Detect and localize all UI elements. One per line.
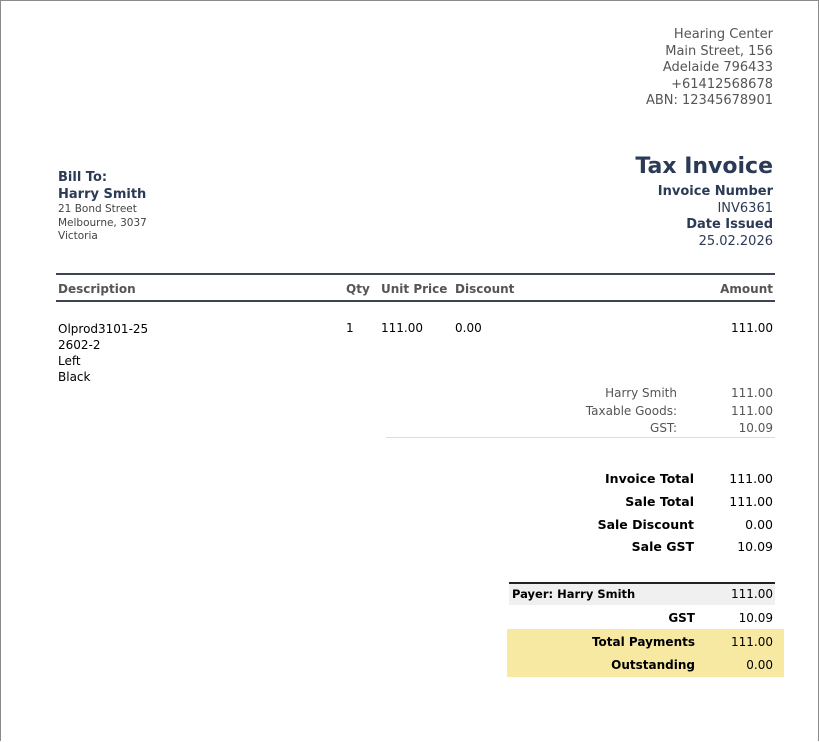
subtotal-value: 111.00 [731,404,773,418]
payer-value: 111.00 [731,587,773,601]
table-header-bottom-rule [56,300,775,302]
line-item-description [58,321,148,385]
subtotal-label: Harry Smith [605,386,677,400]
description-line: 2602-2 [58,338,101,352]
payments-top-rule [509,582,775,584]
total-value: 10.09 [737,539,773,554]
company-phone: +61412568678 [671,76,773,92]
payment-gst-value: 10.09 [738,611,773,625]
bill-to-address-line: 21 Bond Street [58,203,137,215]
company-street: Main Street, 156 [665,43,773,59]
subtotal-divider [386,437,775,438]
total-value: 111.00 [729,471,773,486]
column-header-qty: Qty [346,282,370,296]
total-label: Sale Total [625,494,694,509]
description-line: Left [58,354,81,368]
invoice-title: Tax Invoice [635,154,773,179]
subtotal-label: GST: [650,421,677,435]
bill-to-name: Harry Smith [58,187,147,202]
column-header-description: Description [58,282,136,296]
bill-to-address [58,203,147,244]
line-item-discount: 0.00 [455,321,482,335]
total-payments-value: 111.00 [731,635,773,649]
company-city: Adelaide 796433 [662,60,773,75]
column-header-discount: Discount [455,282,515,296]
total-value: 0.00 [745,517,773,532]
outstanding-value: 0.00 [746,658,773,672]
company-block [646,27,773,110]
subtotal-value: 10.09 [738,421,773,435]
description-line: Olprod3101-25 [58,322,149,336]
total-payments-label: Total Payments [591,635,695,649]
table-header-top-rule [56,273,775,275]
invoice-number-label: Invoice Number [657,184,773,199]
column-header-amount: Amount [720,282,773,296]
outstanding-label: Outstanding [611,658,695,672]
date-issued-label: Date Issued [686,217,773,232]
company-name: Hearing Center [673,27,773,42]
total-label: Sale Discount [597,517,694,532]
date-issued: 25.02.2026 [698,234,773,249]
bill-to-address-line: Victoria [58,230,98,242]
subtotal-value: 111.00 [731,386,773,400]
bill-to-heading: Bill To: [58,170,108,185]
payer-label: Payer: Harry Smith [512,587,636,601]
payment-gst-label: GST [668,611,695,625]
total-label: Sale GST [631,539,694,554]
invoice-number: INV6361 [717,201,773,216]
line-item-unit-price: 111.00 [381,321,423,335]
company-abn: ABN: 12345678901 [645,93,773,108]
subtotal-label: Taxable Goods: [585,404,677,418]
total-value: 111.00 [729,494,773,509]
column-header-unit-price: Unit Price [381,282,448,296]
bill-to-address-line: Melbourne, 3037 [58,216,147,229]
total-label: Invoice Total [605,471,694,486]
line-item-qty: 1 [346,321,354,335]
description-line: Black [58,370,91,384]
line-item-amount: 111.00 [731,321,773,335]
